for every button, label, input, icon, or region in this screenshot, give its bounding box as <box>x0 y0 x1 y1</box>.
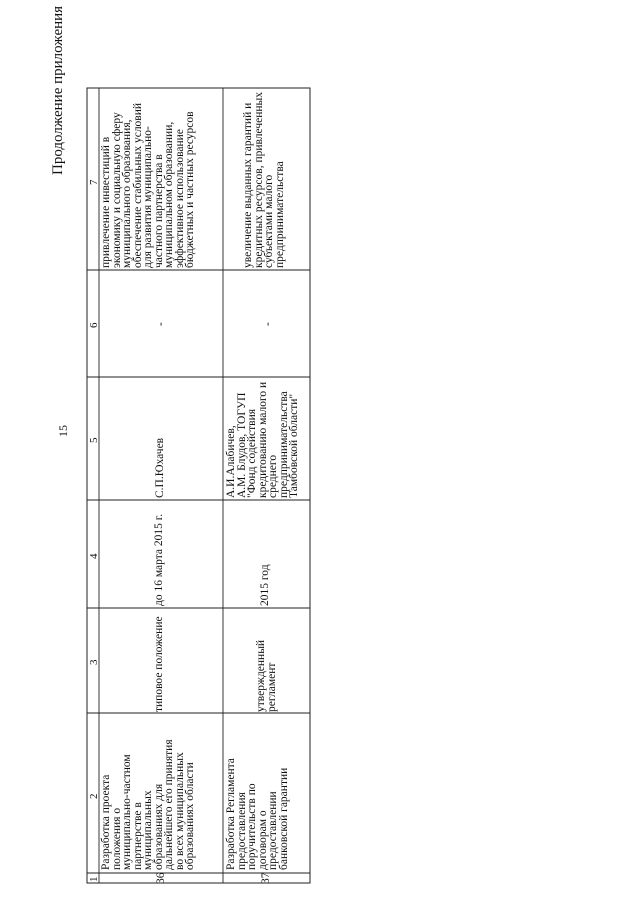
col-header-1: 1 <box>88 876 100 882</box>
col-header-5: 5 <box>88 437 100 443</box>
col-header-7: 7 <box>88 179 100 185</box>
row-37-responsible: А.И.Алабичев, А.М. Блудов, ТОГУП "Фонд содействия кредитованию малого и среднего предпринимательства Тамбовской области" <box>225 381 300 498</box>
col-header-2: 2 <box>88 793 100 799</box>
row-36-col6: - <box>155 322 167 326</box>
row-36-event: Разработка проекта положения о муниципально-частном партнерстве в муниципальных образованиях для дальнейшего его принятия во всех муниципальных образованиях области <box>100 739 196 870</box>
row-36-deadline: до 16 марта 2015 г. <box>153 513 165 606</box>
row-37-deadline: 2015 год <box>259 564 271 606</box>
row-37-result: утвержденный регламент <box>255 639 278 712</box>
col-header-3: 3 <box>88 659 100 665</box>
row-37-effect: увеличение выданных гарантий и кредитных ресурсов, привлеченных субъектами малого предпринимательства <box>242 91 286 268</box>
row-37-col6: - <box>262 322 274 326</box>
row-36-result: типовое положение <box>153 616 165 712</box>
row-36-effect: привлечение инвестиций в экономику и социальную сферу муниципального образования, обеспечение стабильных условий для развития муниципально- частного партнерства в муниципальном образовании, эффективное использование бюджетных и частных ресурсов <box>100 102 196 268</box>
page-header: Продолжение приложения <box>50 5 66 175</box>
col-header-6: 6 <box>88 322 100 328</box>
row-37-event: Разработка Регламента предоставления поручительств по договорам о предоставлении банковской гарантии <box>225 758 290 870</box>
col-header-4: 4 <box>88 553 100 559</box>
row-36-responsible: С.П.Юхачев <box>154 437 166 498</box>
row-37-number: 37 <box>260 872 272 884</box>
page-number: 15 <box>56 425 70 437</box>
row-36-number: 36 <box>155 872 167 884</box>
